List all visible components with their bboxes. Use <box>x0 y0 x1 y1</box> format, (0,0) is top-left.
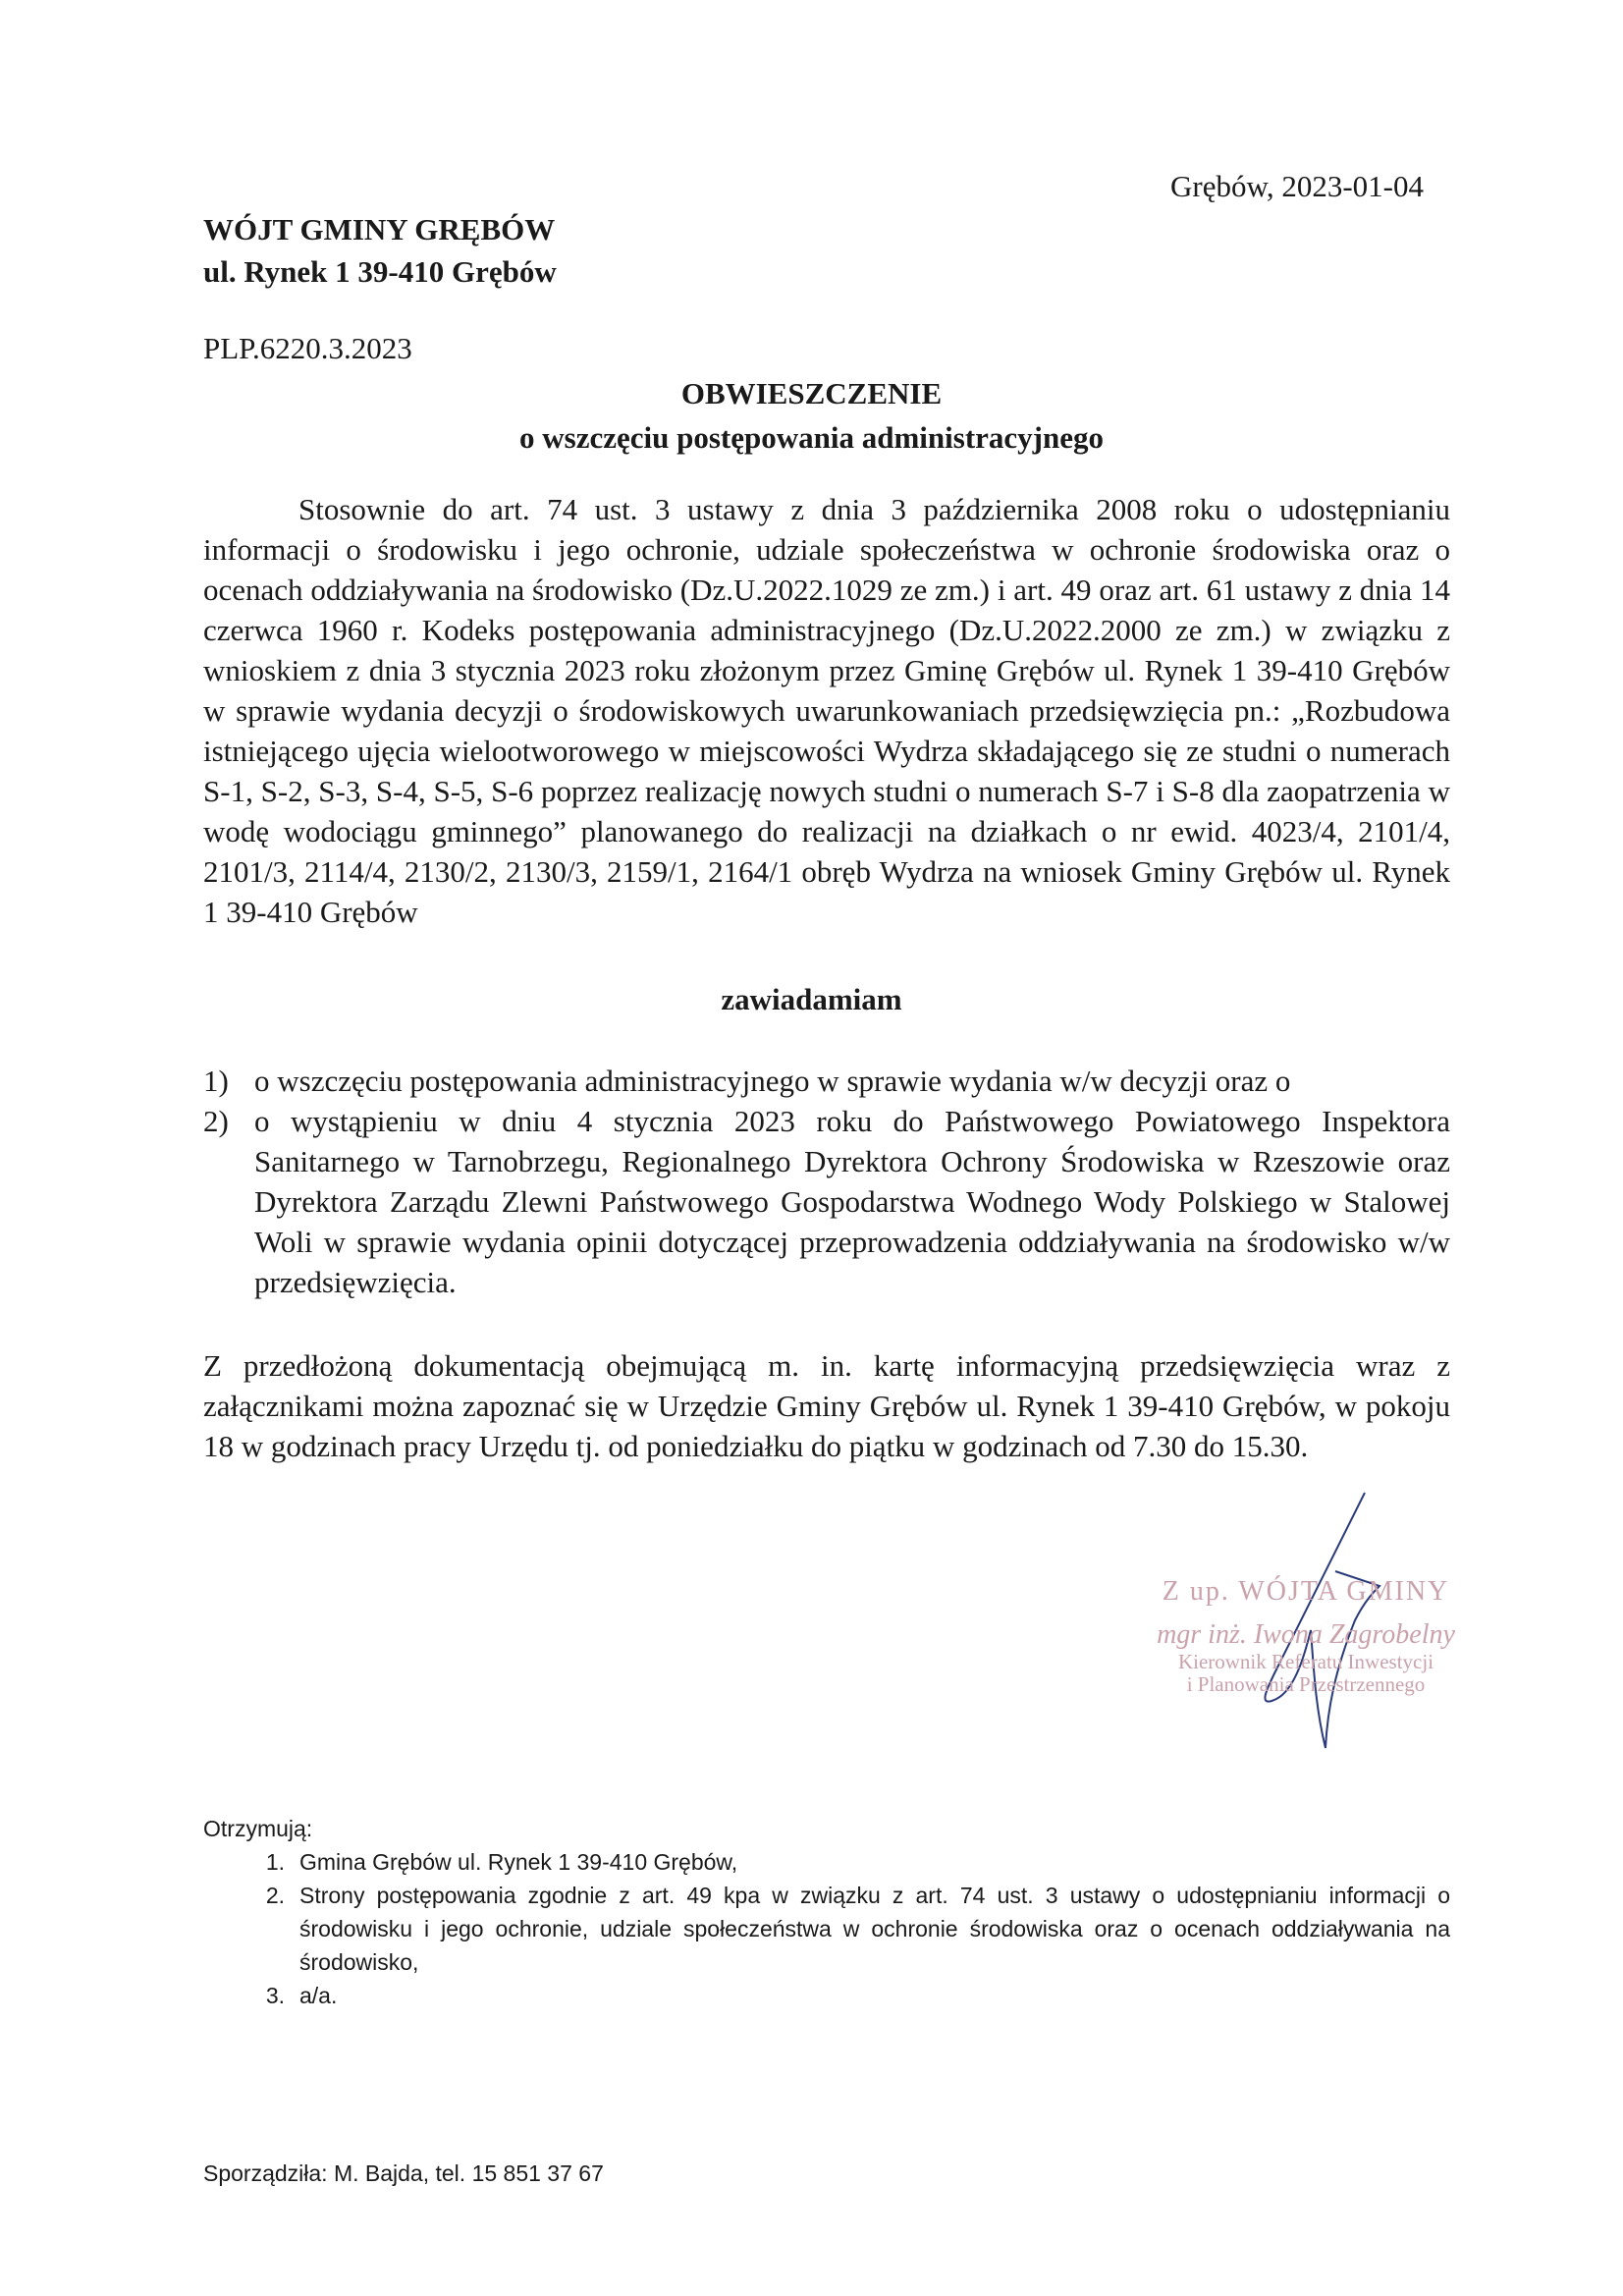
stamp-line-position: Kierownik Referatu Inwestycji <box>1177 1650 1434 1673</box>
list-item-text: o wszczęciu postępowania administracyjnego w sprawie wydania w/w decyzji oraz o <box>254 1064 1291 1098</box>
list-item <box>203 1061 1450 1101</box>
notice-list <box>203 1061 1450 1302</box>
list-item <box>203 1845 1450 1879</box>
recipients-heading: Otrzymują: <box>203 1816 313 1841</box>
place-date: Grębów, 2023-01-04 <box>1170 169 1424 203</box>
stamp-line-department: i Planowania Przestrzennego <box>1186 1672 1426 1696</box>
paragraph-documentation: Z przedłożoną dokumentacją obejmującą m. in. kartę informacyjną przedsięwzięcia wraz z załącznikami można zapoznać się w Urzędzie Gminy Grębów ul. Rynek 1 39-410 Grębów, w pokoju 18 w godzinach pracy Urzędu tj. od poniedziałku do piątku w godzinach od 7.30 do 15.30. <box>203 1348 1450 1463</box>
paragraph-legal-basis: Stosownie do art. 74 ust. 3 ustawy z dnia 3 października 2008 roku o udostępnianiu informacji o środowisku i jego ochronie, udziale społeczeństwa w ochronie środowiska oraz o ocenach oddziaływania na środowisko (Dz.U.2022.1029 ze zm.) i art. 49 oraz art. 61 ustawy z dnia 14 czerwca 1960 r. Kodeks postępowania administracyjnego (Dz.U.2022.2000 ze zm.) w związku z wnioskiem z dnia 3 stycznia 2023 roku złożonym przez Gminę Grębów ul. Rynek 1 39-410 Grębów w sprawie wydania decyzji o środowiskowych uwarunkowaniach przedsięwzięcia pn.: „Rozbudowa istniejącego ujęcia wielootworowego w miejscowości Wydrza składającego się ze studni o numerach S-1, S-2, S-3, S-4, S-5, S-6 poprzez realizację nowych studni o numerach S-7 i S-8 dla zaopatrzenia w wodę wodociągu gminnego” planowanego do realizacji na działkach o nr ewid. 4023/4, 2101/4, 2101/3, 2114/4, 2130/2, 2130/3, 2159/1, 2164/1 obręb Wydrza na wniosek Gminy Grębów ul. Rynek 1 39-410 Grębów <box>203 492 1450 929</box>
list-item <box>203 1979 1450 2012</box>
list-item-number: 2) <box>203 1104 229 1138</box>
issuer-address: ul. Rynek 1 39-410 Grębów <box>203 254 557 289</box>
stamp-line-name: mgr inż. Iwona Zagrobelny <box>1157 1619 1455 1650</box>
prepared-by: Sporządziła: M. Bajda, tel. 15 851 37 67 <box>203 2160 604 2186</box>
stamp-line-authority: Z up. WÓJTA GMINY <box>1162 1576 1450 1607</box>
recipient-number: 1. <box>265 1849 285 1875</box>
announce-heading: zawiadamiam <box>721 982 902 1016</box>
recipient-text: Gmina Grębów ul. Rynek 1 39-410 Grębów, <box>299 1849 738 1875</box>
list-item <box>203 1101 1450 1302</box>
issuer-name: WÓJT GMINY GRĘBÓW <box>203 212 556 246</box>
list-item-number: 1) <box>203 1064 229 1098</box>
title-sub: o wszczęciu postępowania administracyjnego <box>519 420 1104 455</box>
reference-number: PLP.6220.3.2023 <box>203 331 412 365</box>
official-stamp <box>1129 1576 1483 1696</box>
recipient-number: 2. <box>265 1883 285 1908</box>
recipient-text: a/a. <box>299 1983 338 2008</box>
title-main: OBWIESZCZENIE <box>680 376 943 410</box>
recipients-list <box>203 1845 1450 2012</box>
recipients-block <box>203 1812 1450 2012</box>
list-item-text: o wystąpieniu w dniu 4 stycznia 2023 roku do Państwowego Powiatowego Inspektora Sanitarnego w Tarnobrzegu, Regionalnego Dyrektora Ochrony Środowiska w Rzeszowie oraz Dyrektora Zarządu Zlewni Państwowego Gospodarstwa Wodnego Wody Polskiego w Stalowej Woli w sprawie wydania opinii dotyczącej przeprowadzenia oddziaływania na środowisko w/w przedsięwzięcia. <box>254 1104 1450 1299</box>
recipient-number: 3. <box>265 1983 285 2008</box>
recipient-text: Strony postępowania zgodnie z art. 49 kpa w związku z art. 74 ust. 3 ustawy o udostępnianiu informacji o środowisku i jego ochronie, udziale społeczeństwa w ochronie środowiska oraz o ocenach oddziaływania na środowisko, <box>299 1883 1450 1975</box>
issuer-block <box>203 208 557 293</box>
list-item <box>203 1879 1450 1979</box>
document-title <box>0 371 1623 460</box>
